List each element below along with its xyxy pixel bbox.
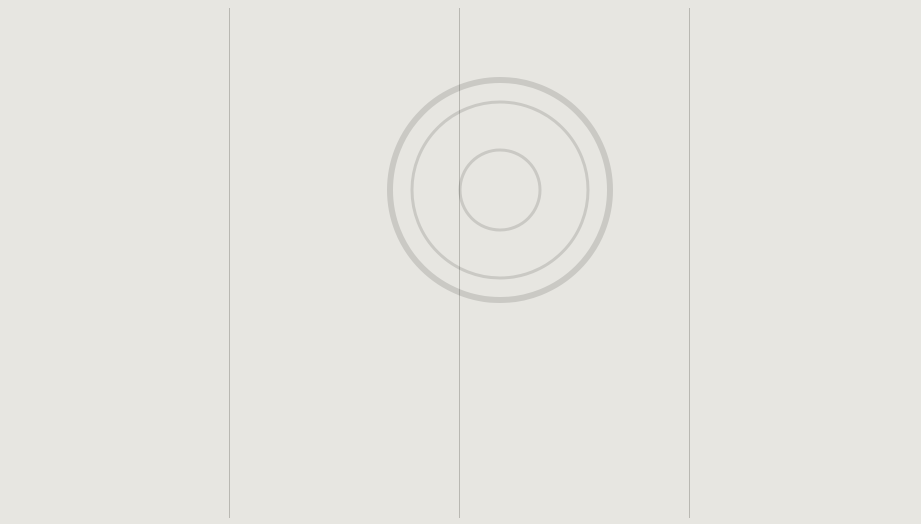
column-4-paragraph [10,12,221,28]
notice-column-3 [240,8,460,518]
notice-column-4 [10,8,230,518]
notice-column-2 [470,8,690,518]
column-1-paragraph [700,12,911,28]
column-2-paragraph [470,12,681,28]
column-3-paragraph [240,12,451,28]
notice-column-1 [700,8,911,518]
